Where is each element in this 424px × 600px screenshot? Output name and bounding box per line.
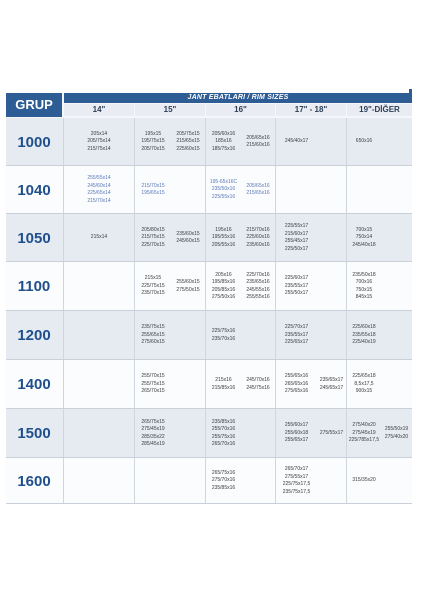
size-cell-c15a: 215x15 225/75x15 235/70x15 xyxy=(141,275,165,297)
size-cell-c1718a: 255/60x17 255/60x18 255/65x17 xyxy=(284,422,309,444)
size-cell-c15a: 195x15 195/75x15 205/70x15 xyxy=(141,130,165,152)
size-cell-c16a: 215x16 215/85x16 xyxy=(211,377,236,391)
size-cell-c14 xyxy=(64,458,134,504)
size-cell-c1718a: 265/70x17 275/55x17 225/75x17,5 235/75x17,5 xyxy=(282,466,311,495)
size-cell-c19b xyxy=(381,166,412,214)
group-number: 1500 xyxy=(17,425,51,442)
size-cell-c14 xyxy=(64,409,134,458)
table-row xyxy=(6,262,412,311)
table-row xyxy=(6,166,412,214)
group-number: 1600 xyxy=(17,472,51,490)
size-cell-c14 xyxy=(64,311,134,360)
col-header-17-18: 17" - 18" xyxy=(276,104,346,116)
size-cell-c16a: 265/75x16 275/70x16 235/85x16 xyxy=(211,469,236,491)
size-cell-c15b: 205/75x15 215/65x15 225/60x15 xyxy=(176,130,200,152)
size-cell-c16a: 235/85x16 255/70x16 255/75x16 265/70x16 xyxy=(211,418,236,447)
size-cell-c16b: 215/70x16 225/60x16 235/60x16 xyxy=(246,226,270,248)
table-row xyxy=(6,214,412,262)
size-cell-c14 xyxy=(64,360,134,409)
size-cell-c14 xyxy=(64,262,134,311)
size-cell-c14: 205x14 205/75x14 215/75x14 xyxy=(87,130,111,152)
size-cell-c1718b xyxy=(317,118,346,166)
group-number: 1000 xyxy=(17,133,51,151)
size-cell-c16b xyxy=(241,311,275,360)
size-cell-c19b xyxy=(381,458,412,504)
size-cell-c15a: 235/75x15 255/65x15 275/60x15 xyxy=(141,324,165,346)
size-cell-c16a: 205/60x16 185x16 185/75x16 xyxy=(211,130,236,152)
row-divider xyxy=(6,503,412,504)
table-row xyxy=(6,118,412,166)
size-cell-c19a: 275/40x20 275/45x19 225/785x17,5 xyxy=(348,422,380,444)
size-cell-c16b xyxy=(241,458,275,504)
size-cell-c1718a: 255/65x16 265/65x16 275/65x16 xyxy=(284,373,309,395)
size-cell-c19a: 315/35x20 xyxy=(352,477,376,484)
size-cell-c15b xyxy=(171,458,205,504)
size-cell-c1718b xyxy=(317,214,346,262)
group-number: 1100 xyxy=(17,278,51,295)
size-cell-c14: 215x14 xyxy=(90,234,108,241)
size-cell-c15b xyxy=(171,311,205,360)
table-row xyxy=(6,458,412,504)
edge-marker xyxy=(409,89,412,97)
table-title: JANT EBATLARI / RIM SIZES xyxy=(64,93,412,103)
size-cell-c15b xyxy=(171,166,205,214)
size-cell-c19b xyxy=(381,262,412,311)
size-cell-c16b: 245/70x16 245/75x16 xyxy=(246,377,270,391)
size-cell-c15b: 235/60x15 245/60x15 xyxy=(176,230,200,244)
size-cell-c19a: 235/50x18 700x16 750x15 845x15 xyxy=(352,271,376,300)
size-cell-c1718a: 225/60x17 235/55x17 255/50x17 xyxy=(284,275,309,297)
table-row xyxy=(6,409,412,458)
size-cell-c1718b xyxy=(317,166,346,214)
size-cell-c1718b: 235/65x17 245/65x17 xyxy=(319,377,344,391)
size-cell-c1718a: 225/70x17 235/55x17 225/65x17 xyxy=(284,324,309,346)
size-cell-c1718a: 245/40x17 xyxy=(284,138,309,145)
size-cell-c19a: 225/60x18 235/55x18 225/40x19 xyxy=(352,324,376,346)
size-cell-c14: 255/55x14 245/60x14 225/65x14 215/70x14 xyxy=(87,175,111,204)
size-cell-c1718b xyxy=(317,262,346,311)
size-cell-c19b xyxy=(381,311,412,360)
size-cell-c15a xyxy=(135,458,171,504)
size-cell-c16b: 225/70x16 235/65x16 245/55x16 255/55x16 xyxy=(246,271,270,300)
size-cell-c15b xyxy=(171,409,205,458)
size-cell-c1718a xyxy=(276,166,317,214)
group-number: 1040 xyxy=(17,181,51,199)
group-number: 1400 xyxy=(17,376,51,393)
size-cell-c16b: 205/65x16 215/65x16 xyxy=(246,182,270,196)
size-cell-c15a: 255/70x15 255/75x15 265/70x15 xyxy=(141,373,165,395)
size-cell-c16a: 195-65x16C 235/50x16 225/55x16 xyxy=(209,178,238,200)
col-header-14: 14" xyxy=(64,104,134,116)
size-cell-c19b xyxy=(381,118,412,166)
group-number: 1050 xyxy=(17,229,51,247)
size-cell-c19b: 255/50x19 275/40x20 xyxy=(384,426,409,440)
size-cell-c16a: 205x16 195/85x16 205/85x16 275/50x16 xyxy=(211,271,236,300)
size-cell-c16b: 205/65x16 215/60x16 xyxy=(246,134,270,148)
size-cell-c16a: 225/75x16 235/70x16 xyxy=(211,328,236,342)
size-cell-c15b xyxy=(171,360,205,409)
rim-size-table xyxy=(6,93,412,504)
size-cell-c15a: 265/75x15 275/45x19 285/35x22 285/45x19 xyxy=(141,418,165,447)
table-row xyxy=(6,311,412,360)
group-number: 1200 xyxy=(17,327,51,344)
size-cell-c15b: 255/60x15 275/50x15 xyxy=(176,279,200,293)
col-header-19-diger: 19"-DİĞER xyxy=(347,104,412,116)
size-cell-c19b xyxy=(381,360,412,409)
size-cell-c1718b xyxy=(317,311,346,360)
size-cell-c19a: 650x16 xyxy=(355,138,373,145)
size-cell-c16a: 195x16 195/55x16 205/55x16 xyxy=(211,226,236,248)
size-cell-c1718b: 275/55x17 xyxy=(319,429,344,436)
col-header-15: 15" xyxy=(135,104,205,116)
table-row xyxy=(6,360,412,409)
size-cell-c15a: 215/70x15 195/65x15 xyxy=(141,182,165,196)
size-cell-c19b xyxy=(381,214,412,262)
size-cell-c19a xyxy=(347,166,381,214)
size-cell-c19a: 225/65x18 8,5x17,5 900x15 xyxy=(352,373,376,395)
size-cell-c1718a: 225/55x17 215/60x17 255/45x17 225/50x17 xyxy=(284,223,309,252)
col-header-16: 16" xyxy=(206,104,275,116)
size-cell-c19a: 700x15 750x14 245/40x18 xyxy=(352,226,376,248)
size-cell-c16b xyxy=(241,409,275,458)
size-cell-c15a: 205/80x15 215/75x15 225/70x15 xyxy=(141,226,165,248)
grup-header: GRUP xyxy=(6,93,62,117)
size-cell-c1718b xyxy=(317,458,346,504)
